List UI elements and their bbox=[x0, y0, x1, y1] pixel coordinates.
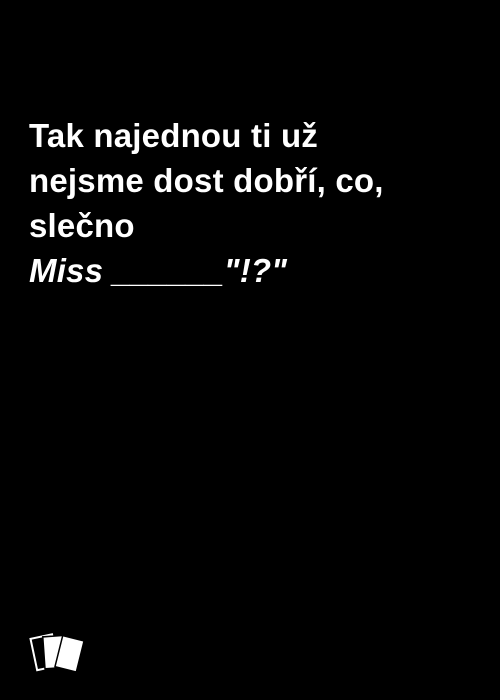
prompt-line-2: nejsme dost dobří, co, bbox=[29, 162, 384, 199]
prompt-line-4: Miss ______"!?" bbox=[29, 252, 288, 289]
prompt-line-1: Tak najednou ti už bbox=[29, 117, 318, 154]
cards-logo-icon bbox=[26, 628, 90, 676]
card-prompt-text bbox=[29, 113, 479, 293]
prompt-line-3: slečno bbox=[29, 207, 135, 244]
